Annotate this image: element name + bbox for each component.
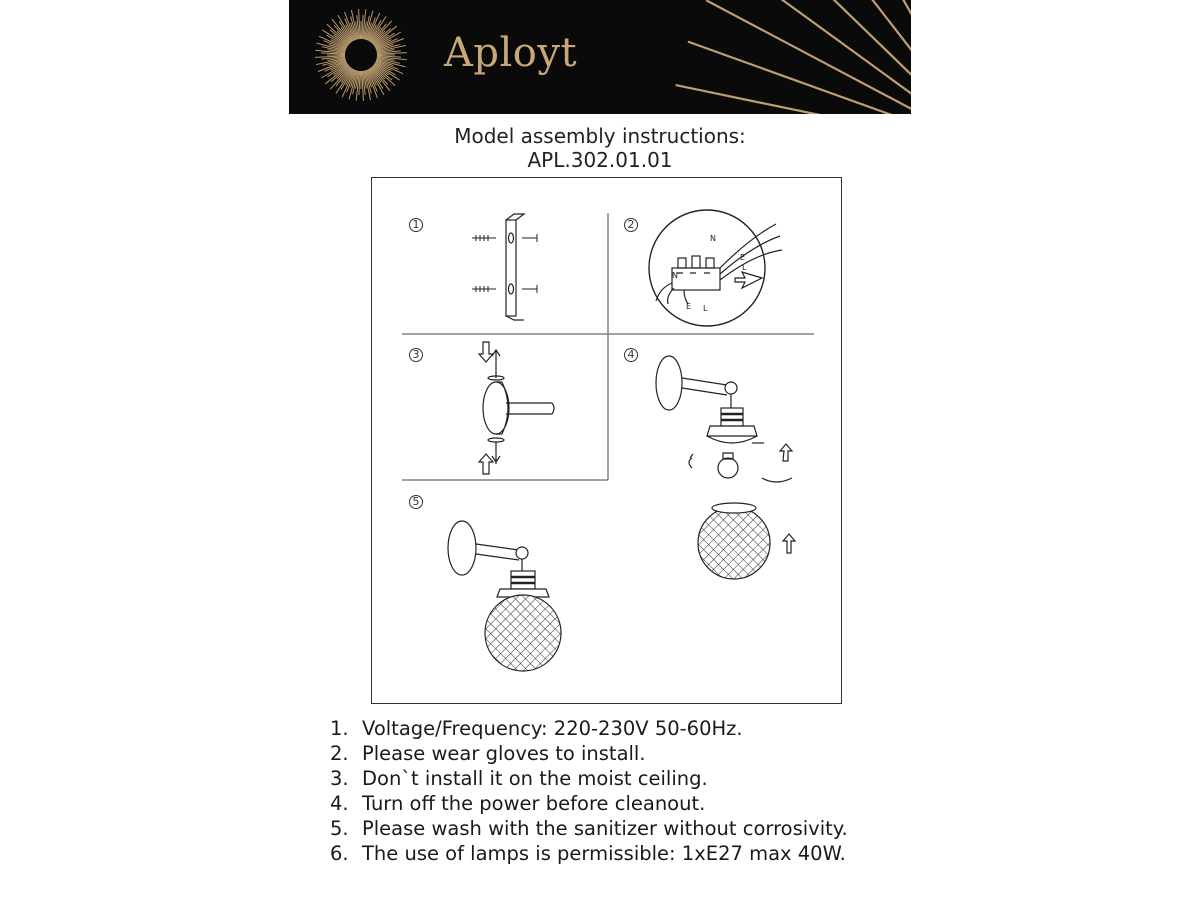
step-2-wiring <box>649 210 782 326</box>
step-4-bulb-and-shade <box>656 356 795 579</box>
svg-text:N: N <box>710 234 716 243</box>
step-5-assembled-lamp <box>448 521 561 671</box>
corner-ray <box>759 0 911 108</box>
instruction-item: 6. The use of lamps is permissible: 1xE27 max 40W. <box>330 842 846 865</box>
assembly-diagram <box>371 177 842 704</box>
step-number-4: 4 <box>624 348 638 362</box>
assembly-drawing <box>372 178 843 705</box>
step-number-1: 1 <box>409 218 423 232</box>
instruction-item: 4. Turn off the power before cleanout. <box>330 792 706 815</box>
svg-text:E: E <box>740 253 746 262</box>
brand-logo-text: Aployt <box>444 30 578 76</box>
sunburst-icon <box>289 0 911 114</box>
svg-text:L: L <box>703 304 708 313</box>
step-number-5: 5 <box>409 495 423 509</box>
instruction-item: 2. Please wear gloves to install. <box>330 742 646 765</box>
document-title: Model assembly instructions: <box>454 124 746 148</box>
step-3-wall-plate <box>479 342 554 474</box>
step-number-3: 3 <box>409 348 423 362</box>
corner-ray <box>688 42 911 114</box>
step-1-bracket <box>472 214 537 320</box>
step-number-2: 2 <box>624 218 638 232</box>
svg-text:N: N <box>672 271 678 280</box>
instruction-item: 3. Don`t install it on the moist ceiling. <box>330 767 708 790</box>
instructions-list <box>330 716 848 866</box>
svg-text:L: L <box>742 263 747 272</box>
corner-ray <box>730 0 911 114</box>
model-number: APL.302.01.01 <box>527 148 673 172</box>
instruction-item: 5. Please wash with the sanitizer without corrosivity. <box>330 817 848 840</box>
instruction-item: 1. Voltage/Frequency: 220-230V 50-60Hz. <box>330 717 743 740</box>
brand-banner <box>289 0 911 114</box>
svg-text:E: E <box>686 302 692 311</box>
